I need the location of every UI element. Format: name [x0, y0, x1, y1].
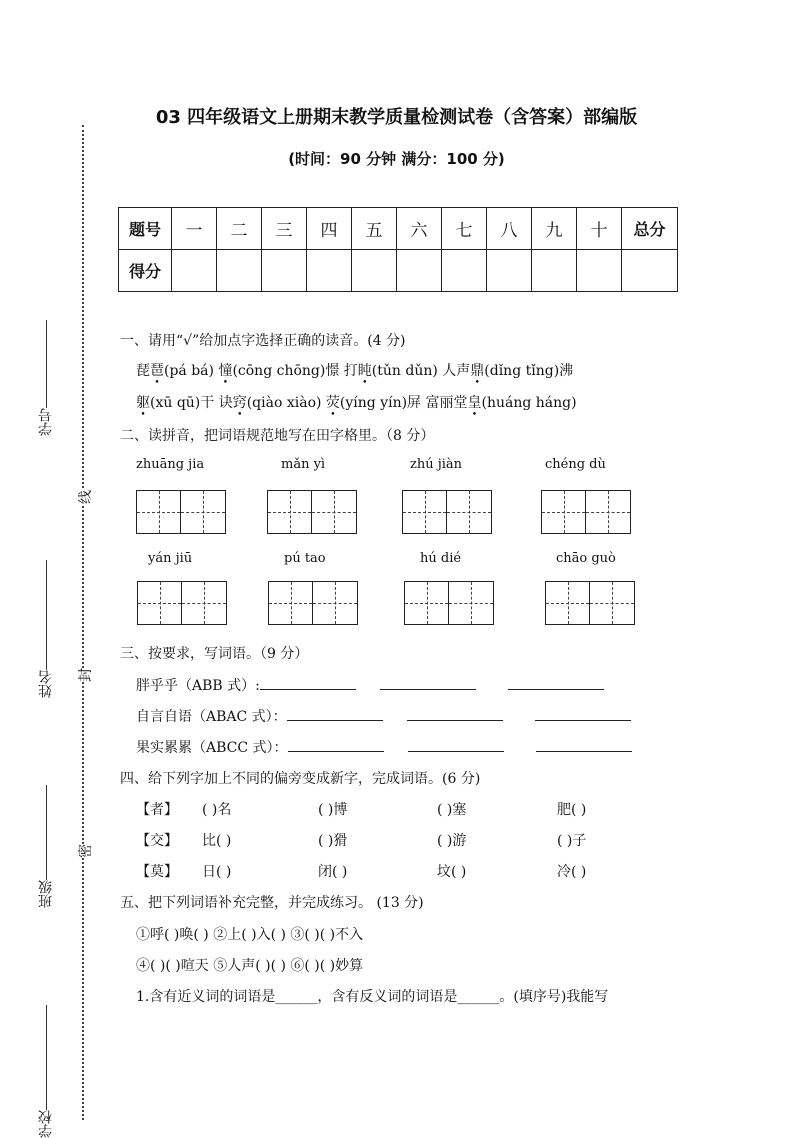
question-number-label: 题号 [119, 208, 172, 250]
score-cell[interactable] [577, 250, 622, 292]
answer-blank[interactable] [260, 675, 356, 690]
school-label: 学校 [38, 1110, 54, 1138]
score-cell[interactable] [397, 250, 442, 292]
pinyin-label: pú tao [284, 551, 326, 566]
col-header: 四 [307, 208, 352, 250]
dotted-char: 鼎 [470, 363, 485, 379]
q3-item-label: 自言自语（ABAC 式）： [136, 709, 287, 725]
score-cell[interactable] [262, 250, 307, 292]
dotted-char: 憧 [218, 363, 233, 379]
writing-grid[interactable] [402, 490, 492, 534]
dotted-char: 盹 [357, 363, 372, 379]
pinyin-label: mǎn yì [281, 457, 326, 472]
q1-heading: 一、请用“√”给加点字选择正确的读音。(4 分) [120, 333, 406, 349]
col-header: 六 [397, 208, 442, 250]
q5-subquestion-1[interactable]: 1.含有近义词的词语是______，含有反义词的词语是______。(填序号)我能写 [136, 989, 609, 1005]
school-field[interactable] [36, 1005, 56, 1138]
dotted-char: 皇 [467, 395, 482, 411]
q4-blank[interactable]: ( )子 [557, 833, 587, 849]
q4-blank[interactable]: ( )游 [437, 833, 467, 849]
pinyin-label: zhuāng jia [136, 457, 205, 472]
dotted-char: 荧 [325, 395, 340, 411]
writing-grid[interactable] [545, 581, 635, 625]
writing-grid[interactable] [541, 490, 631, 534]
dotted-char: 窍 [232, 395, 247, 411]
answer-blank[interactable] [408, 737, 504, 752]
score-table-score-row [119, 250, 678, 292]
writing-grid[interactable] [268, 581, 358, 625]
total-label: 总分 [622, 208, 678, 250]
class-label: 班级 [38, 880, 54, 908]
q1-line-1: 琵琶(pá bá) 憧(cōng chōng)憬 打盹(tǔn dǔn) 人声鼎(dǐng tǐng)沸 [136, 363, 574, 379]
answer-blank[interactable] [288, 737, 384, 752]
binding-label-feng: 封 [74, 668, 96, 682]
col-header: 八 [487, 208, 532, 250]
student-id-field[interactable] [36, 320, 56, 436]
writing-grid[interactable] [136, 490, 226, 534]
writing-grid[interactable] [404, 581, 494, 625]
pinyin-label: chéng dù [545, 457, 606, 472]
col-header: 十 [577, 208, 622, 250]
binding-label-mi: 密 [74, 844, 96, 858]
q4-blank[interactable]: ( )博 [318, 802, 348, 818]
score-cell[interactable] [172, 250, 217, 292]
exam-subtitle: (时间：90 分钟 满分：100 分) [288, 150, 505, 168]
binding-label-xian: 线 [74, 490, 96, 504]
pinyin-label: zhú jiàn [410, 457, 463, 472]
q4-blank[interactable]: ( )名 [202, 802, 232, 818]
pinyin-label: hú dié [420, 551, 462, 566]
pinyin-label: yán jiū [148, 551, 193, 566]
score-cell[interactable] [532, 250, 577, 292]
q4-blank[interactable]: 比( ) [202, 833, 232, 849]
q3-item-label: 果实累累（ABCC 式）： [136, 740, 288, 756]
name-label: 姓名 [38, 670, 54, 698]
student-id-label: 学号 [38, 408, 54, 436]
q3-item-label: 胖乎乎（ABB 式）: [136, 678, 260, 694]
q3-heading: 三、按要求，写词语。（9 分） [120, 646, 309, 662]
total-score-cell[interactable] [622, 250, 678, 292]
score-table [118, 207, 678, 292]
name-field[interactable] [36, 560, 56, 698]
pinyin-label: chāo guò [556, 551, 616, 566]
dotted-char: 琶 [150, 363, 164, 379]
q4-heading: 四、给下列字加上不同的偏旁变成新字，完成词语。(6 分) [120, 771, 481, 787]
q5-heading: 五、把下列词语补充完整，并完成练习。 (13 分) [120, 895, 424, 911]
writing-grid[interactable] [137, 581, 227, 625]
score-cell[interactable] [307, 250, 352, 292]
score-cell[interactable] [487, 250, 532, 292]
dotted-char: 躯 [136, 395, 150, 411]
q5-row-1[interactable]: ①呼( )唤( ) ②上( )入( ) ③( )( )不入 [136, 927, 364, 943]
col-header: 一 [172, 208, 217, 250]
q4-blank[interactable]: 日( ) [202, 864, 232, 880]
score-cell[interactable] [352, 250, 397, 292]
answer-blank[interactable] [287, 706, 383, 721]
exam-title: 03 四年级语文上册期末教学质量检测试卷（含答案）部编版 [155, 107, 638, 128]
score-cell[interactable] [442, 250, 487, 292]
q4-blank[interactable]: 肥( ) [557, 802, 587, 818]
answer-blank[interactable] [407, 706, 503, 721]
col-header: 二 [217, 208, 262, 250]
q1-line-2: 躯(xū qū)干 诀窍(qiào xiào) 荧(yíng yín)屏 富丽堂皇(huáng háng) [136, 395, 577, 411]
q4-key-char: 【莫】 [136, 864, 178, 880]
col-header: 三 [262, 208, 307, 250]
answer-blank[interactable] [508, 675, 604, 690]
score-table-header-row [119, 208, 678, 250]
answer-blank[interactable] [380, 675, 476, 690]
q5-row-2[interactable]: ④( )( )喧天 ⑤人声( )( ) ⑥( )( )妙算 [136, 958, 364, 974]
q3-item [136, 737, 632, 757]
q4-key-char: 【交】 [136, 833, 178, 849]
q2-heading: 二、读拼音，把词语规范地写在田字格里。（8 分） [120, 428, 435, 444]
q3-item [136, 706, 631, 726]
col-header: 五 [352, 208, 397, 250]
answer-blank[interactable] [536, 737, 632, 752]
class-field[interactable] [36, 785, 56, 908]
answer-blank[interactable] [535, 706, 631, 721]
score-cell[interactable] [217, 250, 262, 292]
score-label: 得分 [119, 250, 172, 292]
col-header: 九 [532, 208, 577, 250]
q3-item [136, 675, 604, 695]
q4-blank[interactable]: ( )塞 [437, 802, 467, 818]
binding-dotted-line [82, 125, 84, 1120]
q4-key-char: 【者】 [136, 802, 178, 818]
q4-blank[interactable]: 闭( ) [318, 864, 348, 880]
col-header: 七 [442, 208, 487, 250]
q4-blank[interactable]: 坟( ) [437, 864, 467, 880]
q4-blank[interactable]: 冷( ) [557, 864, 587, 880]
writing-grid[interactable] [267, 490, 357, 534]
q4-blank[interactable]: ( )猾 [318, 833, 348, 849]
